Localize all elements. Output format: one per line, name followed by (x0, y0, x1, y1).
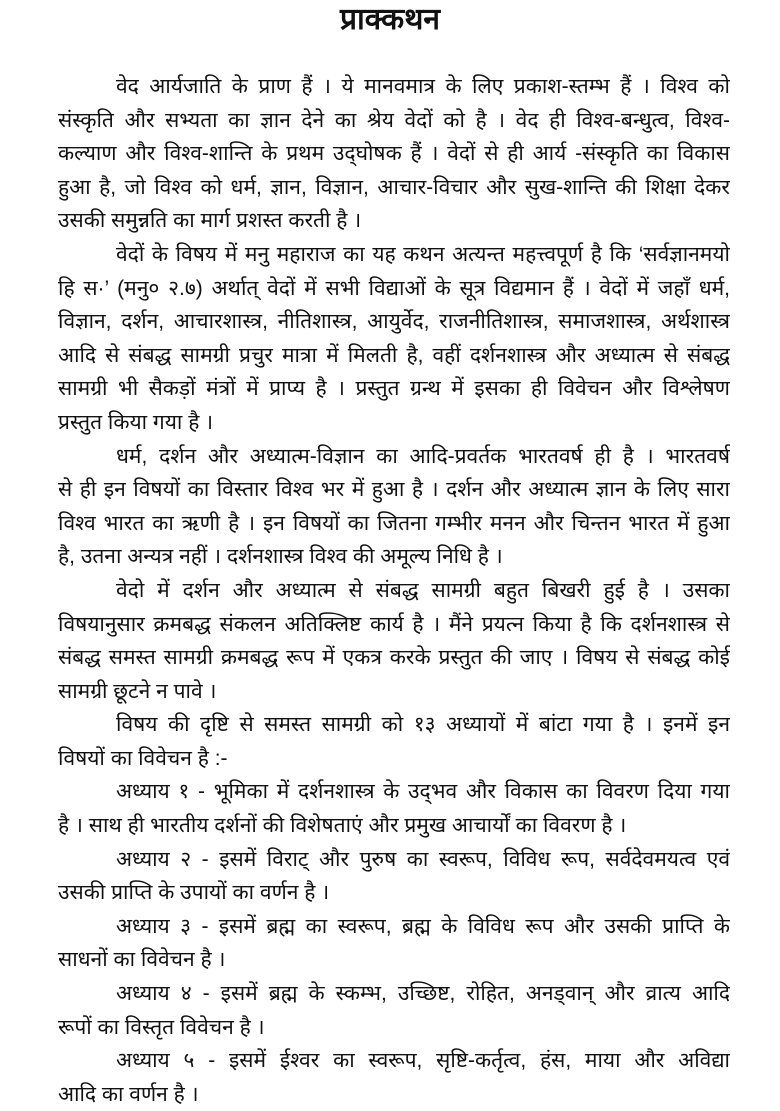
paragraph (58, 574, 730, 708)
text-line: अध्याय ३ - इसमें ब्रह्म का स्वरूप, ब्रह्म के विविध रूप और उसकी प्राप्ति के (116, 914, 730, 938)
paragraph (58, 708, 730, 775)
text-line: विज्ञान, दर्शन, आचारशास्त्र, नीतिशास्त्र, आयुर्वेद, राजनीतिशास्त्र, समाजशास्त्र, अर्थशास्त्र (58, 310, 730, 334)
text-line: वेदों के विषय में मनु महाराज का यह कथन अत्यन्त महत्त्वपूर्ण है कि ‘सर्वज्ञानमयो (116, 242, 730, 266)
text-line: धर्म, दर्शन और अध्यात्म-विज्ञान का आदि-प्रवर्तक भारतवर्ष ही है । भारतवर्ष (116, 444, 730, 468)
text-line: विषयों का विवेचन है :- (58, 746, 228, 770)
paragraph (58, 1044, 730, 1111)
paragraph (58, 977, 730, 1044)
text-line: साधनों का विवेचन है । (58, 948, 226, 972)
text-line: से ही इन विषयों का विस्तार विश्व भर में हुआ है । दर्शन और अध्यात्म ज्ञान के लिए सारा (58, 478, 730, 502)
page-title: प्राक्कथन (339, 3, 441, 36)
text-line: अध्याय ४ - इसमें ब्रह्म के स्कम्भ, उच्छिष्ट, रोहित, अनड्वान् और व्रात्य आदि (116, 982, 730, 1006)
text-line: अध्याय २ - इसमें विराट् और पुरुष का स्वरूप, विविध रूप, सर्वदेवमयत्व एवं (116, 847, 730, 871)
document-body (58, 70, 730, 1111)
text-line: संबद्ध समस्त सामग्री क्रमबद्ध रूप में एकत्र करके प्रस्तुत की जाए । विषय से संबद्ध कोई (58, 646, 730, 670)
text-line: हि स·’ (मनु० २.७) अर्थात् वेदों में सभी विद्याओं के सूत्र विद्यमान हैं । वेदों में जहाँ धर्म, (58, 276, 730, 300)
text-line: अध्याय ५ - इसमें ईश्वर का स्वरूप, सृष्टि-कर्तृत्व, हंस, माया और अविद्या (116, 1049, 730, 1073)
text-line: हुआ है, जो विश्व को धर्म, ज्ञान, विज्ञान, आचार-विचार और सुख-शान्ति की शिक्षा देकर (58, 175, 730, 199)
text-line: प्रस्तुत किया गया है । (58, 410, 214, 434)
text-line: विषयानुसार क्रमबद्ध संकलन अतिक्लिष्ट कार्य है । मैंने प्रयत्न किया है कि दर्शनशास्त्र से (58, 612, 730, 636)
paragraph (58, 775, 730, 842)
text-line: संस्कृति और सभ्यता का ज्ञान देने का श्रेय वेदों को है । वेद ही विश्व-बन्धुत्व, विश्व- (58, 108, 730, 132)
text-line: उसकी समुन्नति का मार्ग प्रशस्त करती है । (58, 209, 362, 233)
paragraph (58, 440, 730, 574)
text-line: विश्व भारत का ऋणी है । इन विषयों का जितना गम्भीर मनन और चिन्तन भारत में हुआ (58, 511, 730, 535)
text-line: आदि से संबद्ध सामग्री प्रचुर मात्रा में मिलती है, वहीं दर्शनशास्त्र और अध्यात्म से संबद्ध (58, 343, 730, 367)
paragraph (58, 70, 730, 238)
text-line: वेदो में दर्शन और अध्यात्म से संबद्ध सामग्री बहुत बिखरी हुई है । उसका (116, 578, 730, 602)
paragraph (58, 910, 730, 977)
paragraph (58, 238, 730, 440)
paragraph (58, 843, 730, 910)
text-line: वेद आर्यजाति के प्राण हैं । ये मानवमात्र के लिए प्रकाश-स्तम्भ हैं । विश्व को (116, 75, 730, 98)
text-line: आदि का वर्णन है । (58, 1082, 199, 1106)
text-line: अध्याय १ - भूमिका में दर्शनशास्त्र के उद्‌भव और विकास का विवरण दिया गया (116, 780, 730, 804)
text-line: कल्याण और विश्व-शान्ति के प्रथम उद्‌घोषक हैं । वेदों से ही आर्य -संस्कृति का विकास (58, 142, 730, 166)
text-line: विषय की दृष्टि से समस्त सामग्री को १३ अध्यायों में बांटा गया है । इनमें इन (116, 713, 730, 737)
text-line: है । साथ ही भारतीय दर्शनों की विशेषताएं और प्रमुख आचार्यों का विवरण है । (58, 814, 627, 838)
text-line: सामग्री भी सैकड़ों मंत्रों में प्राप्य है । प्रस्तुत ग्रन्थ में इसका ही विवेचन और विश्लेषण (58, 377, 730, 401)
text-line: सामग्री छूटने न पावे । (58, 679, 217, 703)
text-line: उसकी प्राप्ति के उपायों का वर्णन है । (58, 881, 330, 905)
text-line: रूपों का विस्तृत विवेचन है । (58, 1015, 265, 1039)
text-line: है, उतना अन्यत्र नहीं । दर्शनशास्त्र विश्व की अमूल्य निधि है । (58, 545, 503, 569)
